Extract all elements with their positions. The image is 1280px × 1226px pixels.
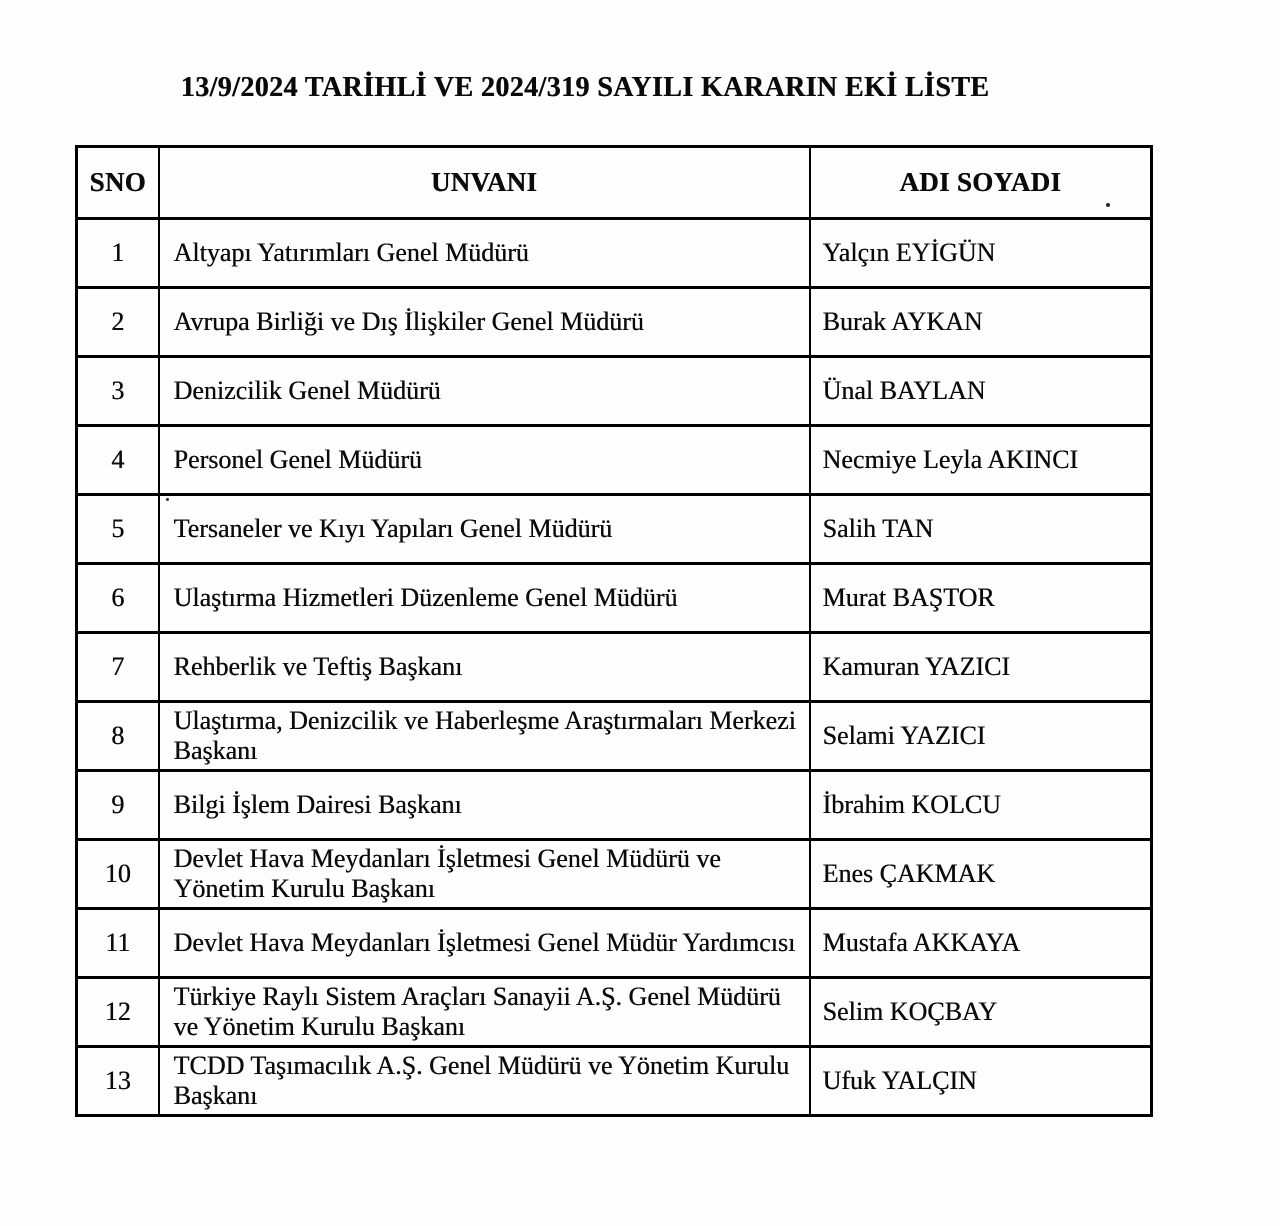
row-sno: 7 bbox=[77, 633, 159, 702]
row-sno: 11 bbox=[77, 909, 159, 978]
row-sno: 6 bbox=[77, 564, 159, 633]
row-adi-soyadi: Kamuran YAZICI bbox=[810, 633, 1152, 702]
row-unvani: Denizcilik Genel Müdürü bbox=[159, 357, 810, 426]
scan-speck bbox=[1106, 203, 1110, 207]
table-row bbox=[77, 288, 1152, 357]
row-sno: 10 bbox=[77, 840, 159, 909]
row-adi-soyadi: Murat BAŞTOR bbox=[810, 564, 1152, 633]
table-row bbox=[77, 702, 1152, 771]
decision-list-table bbox=[75, 145, 1153, 1117]
row-unvani: Tersaneler ve Kıyı Yapıları Genel Müdürü bbox=[159, 495, 810, 564]
row-unvani: Türkiye Raylı Sistem Araçları Sanayii A.Ş. Genel Müdürü ve Yönetim Kurulu Başkanı bbox=[159, 978, 810, 1047]
row-adi-soyadi: Yalçın EYİGÜN bbox=[810, 219, 1152, 288]
table-header-row bbox=[77, 147, 1152, 219]
table-row bbox=[77, 771, 1152, 840]
row-adi-soyadi: Selim KOÇBAY bbox=[810, 978, 1152, 1047]
table-row bbox=[77, 840, 1152, 909]
row-adi-soyadi: Salih TAN bbox=[810, 495, 1152, 564]
row-sno: 4 bbox=[77, 426, 159, 495]
scan-speck bbox=[166, 498, 169, 501]
row-sno: 1 bbox=[77, 219, 159, 288]
row-sno: 2 bbox=[77, 288, 159, 357]
row-unvani: Bilgi İşlem Dairesi Başkanı bbox=[159, 771, 810, 840]
row-adi-soyadi: İbrahim KOLCU bbox=[810, 771, 1152, 840]
row-unvani: Rehberlik ve Teftiş Başkanı bbox=[159, 633, 810, 702]
row-unvani: Devlet Hava Meydanları İşletmesi Genel Müdürü ve Yönetim Kurulu Başkanı bbox=[159, 840, 810, 909]
table-row bbox=[77, 1047, 1152, 1116]
row-unvani: Personel Genel Müdürü bbox=[159, 426, 810, 495]
row-adi-soyadi: Ufuk YALÇIN bbox=[810, 1047, 1152, 1116]
row-adi-soyadi: Burak AYKAN bbox=[810, 288, 1152, 357]
header-adi-soyadi: ADI SOYADI bbox=[810, 147, 1152, 219]
row-sno: 9 bbox=[77, 771, 159, 840]
header-sno: SNO bbox=[77, 147, 159, 219]
table-row bbox=[77, 495, 1152, 564]
table-row bbox=[77, 978, 1152, 1047]
table-row bbox=[77, 909, 1152, 978]
row-unvani: TCDD Taşımacılık A.Ş. Genel Müdürü ve Yönetim Kurulu Başkanı bbox=[159, 1047, 810, 1116]
table-row bbox=[77, 357, 1152, 426]
row-unvani: Ulaştırma, Denizcilik ve Haberleşme Araştırmaları Merkezi Başkanı bbox=[159, 702, 810, 771]
row-adi-soyadi: Enes ÇAKMAK bbox=[810, 840, 1152, 909]
page-title: 13/9/2024 TARİHLİ VE 2024/319 SAYILI KARARIN EKİ LİSTE bbox=[180, 72, 990, 103]
row-adi-soyadi: Mustafa AKKAYA bbox=[810, 909, 1152, 978]
row-sno: 3 bbox=[77, 357, 159, 426]
row-sno: 13 bbox=[77, 1047, 159, 1116]
table-row bbox=[77, 564, 1152, 633]
table-row bbox=[77, 426, 1152, 495]
row-unvani: Devlet Hava Meydanları İşletmesi Genel Müdür Yardımcısı bbox=[159, 909, 810, 978]
row-unvani: Avrupa Birliği ve Dış İlişkiler Genel Müdürü bbox=[159, 288, 810, 357]
table-row bbox=[77, 633, 1152, 702]
row-adi-soyadi: Selami YAZICI bbox=[810, 702, 1152, 771]
row-unvani: Ulaştırma Hizmetleri Düzenleme Genel Müdürü bbox=[159, 564, 810, 633]
row-adi-soyadi: Necmiye Leyla AKINCI bbox=[810, 426, 1152, 495]
row-sno: 5 bbox=[77, 495, 159, 564]
table-row bbox=[77, 219, 1152, 288]
row-sno: 12 bbox=[77, 978, 159, 1047]
row-unvani: Altyapı Yatırımları Genel Müdürü bbox=[159, 219, 810, 288]
header-unvani: UNVANI bbox=[159, 147, 810, 219]
row-sno: 8 bbox=[77, 702, 159, 771]
row-adi-soyadi: Ünal BAYLAN bbox=[810, 357, 1152, 426]
